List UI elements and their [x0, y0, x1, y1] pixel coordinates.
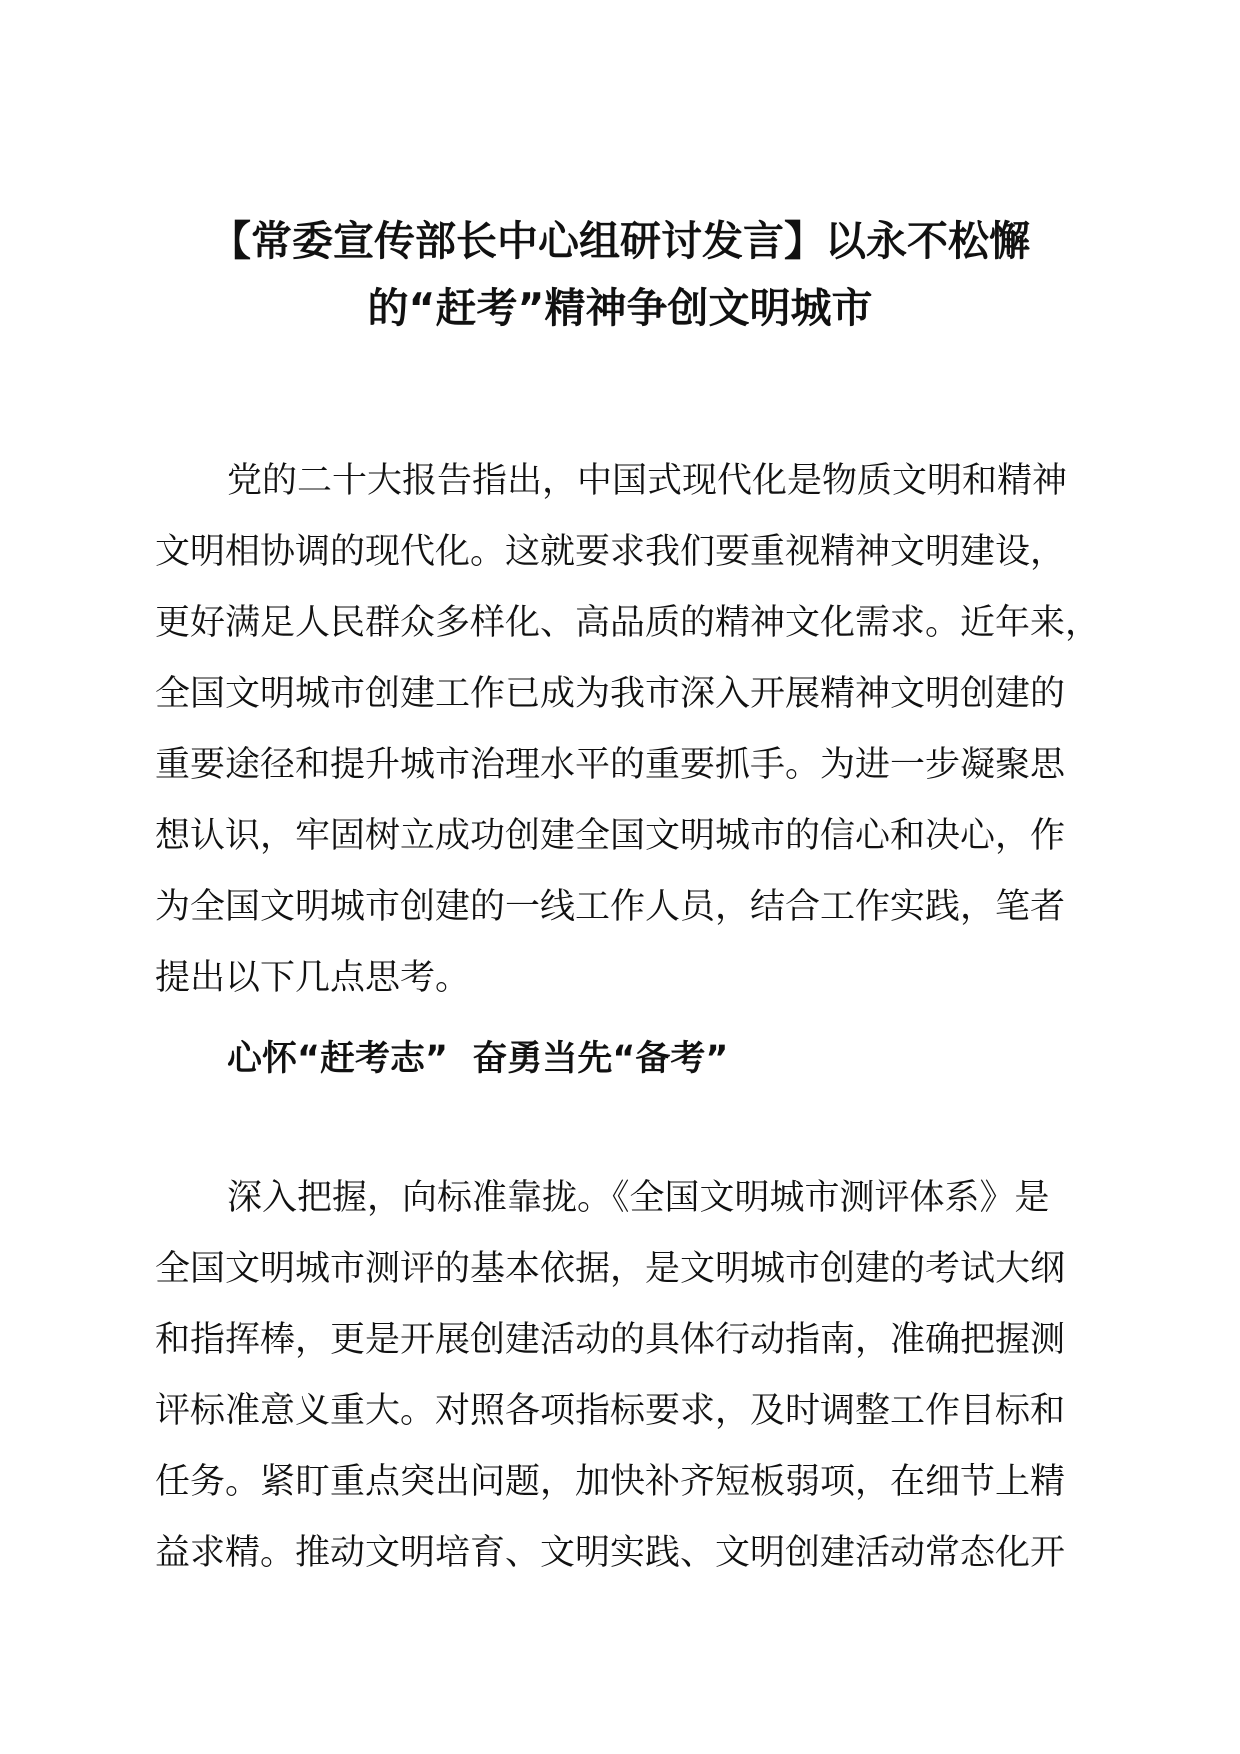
intro-line-4: 全国文明城市创建工作已成为我市深入开展精神文明创建的: [155, 674, 1066, 714]
body-line-3: 和指挥棒，更是开展创建活动的具体行动指南，准确把握测: [155, 1320, 1066, 1360]
body-line-1: 深入把握，向标准靠拢。《全国文明城市测评体系》是: [227, 1178, 1050, 1218]
section-heading: 心怀“赶考志” 奋勇当先“备考”: [227, 1039, 729, 1079]
body-line-6: 益求精。推动文明培育、文明实践、文明创建活动常态化开: [155, 1533, 1066, 1573]
intro-paragraph: [155, 446, 1101, 1014]
document-title: [150, 208, 1090, 342]
body-line-4: 评标准意义重大。对照各项指标要求，及时调整工作目标和: [155, 1391, 1066, 1431]
body-line-2: 全国文明城市测评的基本依据，是文明城市创建的考试大纲: [155, 1249, 1066, 1289]
intro-line-7: 为全国文明城市创建的一线工作人员，结合工作实践，笔者: [155, 887, 1066, 927]
title-line-2: 的“赶考”精神争创文明城市: [367, 284, 873, 332]
intro-line-1: 党的二十大报告指出，中国式现代化是物质文明和精神: [227, 461, 1068, 501]
intro-line-8: 提出以下几点思考。: [155, 958, 471, 998]
title-line-1: 【常委宣传部长中心组研讨发言】以永不松懈: [210, 217, 1030, 265]
intro-line-6: 想认识，牢固树立成功创建全国文明城市的信心和决心，作: [155, 816, 1066, 856]
intro-line-2: 文明相协调的现代化。这就要求我们要重视精神文明建设，: [155, 532, 1066, 572]
intro-line-5: 重要途径和提升城市治理水平的重要抓手。为进一步凝聚思: [155, 745, 1066, 785]
body-paragraph: [155, 1163, 1085, 1589]
body-line-5: 任务。紧盯重点突出问题，加快补齐短板弱项，在细节上精: [155, 1462, 1066, 1502]
intro-line-3: 更好满足人民群众多样化、高品质的精神文化需求。近年来，: [155, 603, 1101, 643]
